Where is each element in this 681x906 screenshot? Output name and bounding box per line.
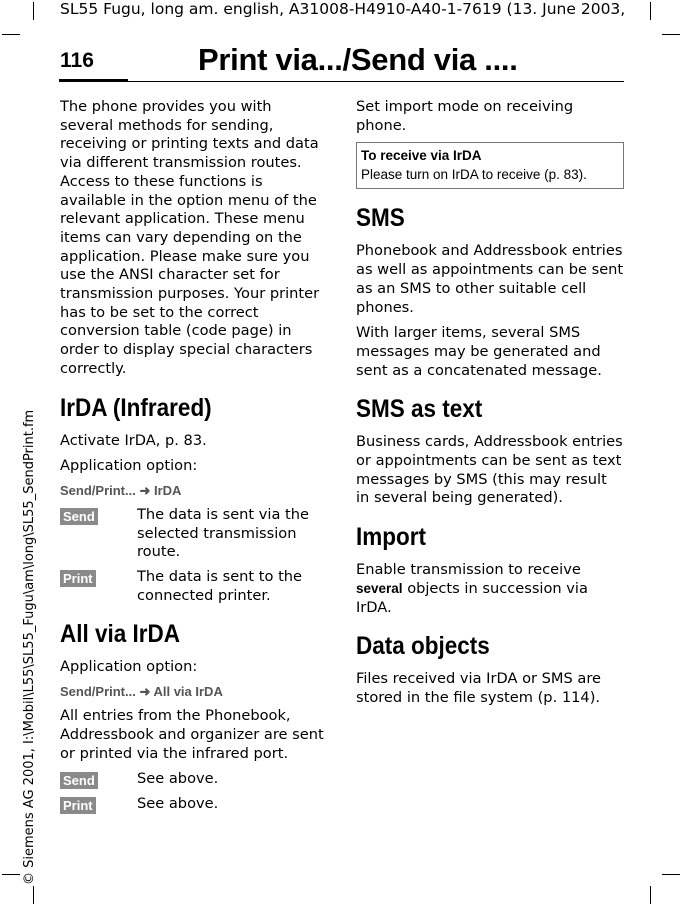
all-irda-app-option: Application option: — [60, 658, 198, 676]
crop-mark — [2, 874, 20, 875]
left-column — [60, 98, 328, 820]
irda-heading: IrDA (Infrared) — [60, 393, 212, 422]
data-objects-paragraph: Files received via IrDA or SMS are stored in the file system (p. 114). — [356, 670, 602, 706]
crop-mark — [662, 874, 680, 875]
all-irda-heading: All via IrDA — [60, 620, 181, 649]
irda-activate: Activate IrDA, p. 83. — [60, 431, 207, 449]
import-paragraph — [356, 561, 624, 617]
right-column — [356, 98, 624, 715]
sms-heading: SMS — [356, 204, 405, 233]
all-irda-menu-path: Send/Print... ➜ All via IrDA — [60, 684, 223, 700]
info-box-title: To receive via IrDA — [361, 148, 482, 164]
info-box-body: Please turn on IrDA to receive (p. 83). — [361, 167, 587, 183]
crop-mark — [650, 886, 651, 904]
import-mode-text: Set import mode on receiving phone. — [356, 98, 574, 134]
import-text-pre: Enable transmission to receive — [356, 561, 581, 579]
crop-mark — [2, 34, 20, 35]
send-softkey: Send — [60, 508, 98, 525]
data-objects-heading: Data objects — [356, 632, 490, 661]
option-row — [60, 568, 328, 605]
import-text-post: objects in succession via IrDA. — [356, 579, 588, 616]
irda-app-option: Application option: — [60, 457, 198, 475]
import-heading: Import — [356, 523, 427, 552]
option-description: See above. — [137, 770, 219, 788]
title-rule-thick — [59, 79, 128, 82]
all-irda-text: All entries from the Phonebook, Addressbook and organizer are sent or printed via the infrared port. — [60, 707, 324, 762]
sms-text-paragraph: Business cards, Addressbook entries or appointments can be sent as text messages by SMS (this may result in several being generated). — [356, 433, 623, 507]
option-row — [60, 795, 328, 814]
page-number: 116 — [60, 49, 94, 72]
option-description: The data is sent via the selected transmission route. — [137, 505, 310, 561]
page-title: Print via.../Send via .... — [198, 42, 518, 77]
import-text-bold: several — [356, 580, 403, 596]
crop-mark — [33, 886, 34, 904]
crop-mark — [33, 2, 34, 20]
intro-paragraph: The phone provides you with several methods for sending, receiving or printing texts and data via different transmission routes. Access to these functions is available in the option menu of the relevant application. These menu items can vary depending on the application. Please make sure you use the ANSI character set for transmission purposes. Your printer has to be set to the correct conversion table (code page) in order to display special characters correctly. — [60, 98, 320, 377]
sms-paragraph-1: Phonebook and Addressbook entries as well as appointments can be sent as an SMS to other suitable cell phones. — [356, 242, 624, 316]
sms-paragraph-2: With larger items, several SMS messages may be generated and sent as a concatenated message. — [356, 324, 602, 379]
running-header: SL55 Fugu, long am. english, A31008-H4910-A40-1-7619 (13. June 2003, — [60, 0, 626, 18]
crop-mark — [662, 34, 680, 35]
option-description: The data is sent to the connected printer. — [137, 568, 303, 604]
crop-mark — [650, 2, 651, 20]
print-softkey: Print — [60, 797, 96, 814]
option-description: See above. — [137, 795, 219, 813]
irda-menu-path: Send/Print... ➜ IrDA — [60, 482, 182, 498]
side-copyright: © Siemens AG 2001, I:\Mobil\L55\SL55_Fugu\am\long\SL55_SendPrint.fm — [22, 409, 37, 885]
print-softkey: Print — [60, 570, 96, 587]
option-row — [60, 770, 328, 789]
send-softkey: Send — [60, 772, 98, 789]
sms-text-heading: SMS as text — [356, 395, 483, 424]
info-box — [356, 142, 624, 189]
option-row — [60, 506, 328, 562]
title-rule-thin — [128, 81, 624, 82]
